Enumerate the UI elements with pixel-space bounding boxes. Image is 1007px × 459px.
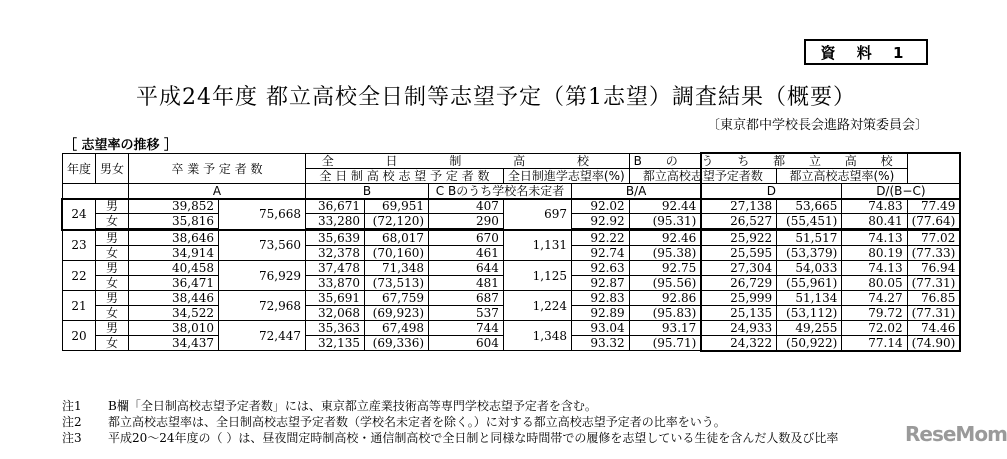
footnote-label: 注2 [62,415,82,429]
fulltime-rate-cell: 92.02 [571,199,629,214]
toritsu-rate-total-cell: (77.31) [907,306,960,321]
page-title: 平成24年度 都立高校全日制等志望予定（第1志望）調査結果（概要） [136,85,856,110]
graduates-total-cell: 75,668 [219,199,306,230]
toritsu-count-cell: 26,729 [701,276,777,291]
table-row [63,261,960,276]
fulltime-rate-total-cell: 92.44 [629,199,701,214]
toritsu-count-cell: 25,922 [701,230,777,246]
applicants-total-cell: (70,160) [365,246,429,261]
applicants-total-cell: 67,759 [365,291,429,306]
toritsu-count-cell: 25,135 [701,306,777,321]
toritsu-count-cell: 25,999 [701,291,777,306]
gender-cell: 男 [96,230,129,246]
applicants-cell: 33,870 [306,276,365,291]
toritsu-count-total-cell: (53,112) [777,306,842,321]
toritsu-rate-total-cell: (77.31) [907,276,960,291]
graduates-cell: 39,852 [129,199,219,214]
fulltime-rate-cell: 93.32 [571,336,629,351]
toritsu-rate-cell: 74.27 [842,291,907,306]
year-cell: 22 [63,261,96,291]
fulltime-rate-total-cell: (95.56) [629,276,701,291]
undecided-cell: 687 [429,291,504,306]
fulltime-rate-total-cell: 93.17 [629,321,701,336]
footnote-2 [62,414,838,430]
footnote-1 [62,398,838,414]
table-row [63,321,960,336]
fulltime-rate-cell: 92.63 [571,261,629,276]
toritsu-rate-total-cell: 76.94 [907,261,960,276]
toritsu-count-total-cell: 49,255 [777,321,842,336]
fulltime-rate-cell: 92.87 [571,276,629,291]
toritsu-rate-cell: 80.19 [842,246,907,261]
undecided-cell: 644 [429,261,504,276]
header-year: 年度 [63,154,96,184]
fulltime-rate-cell: 92.74 [571,246,629,261]
fulltime-rate-total-cell: 92.46 [629,230,701,246]
footnote-text: 都立高校志望率は、全日制高校志望予定者数（学校名未定者を除く。）に対する都立高校志望予定者の比率をいう。 [108,415,726,429]
header-blank [63,184,129,199]
undecided-cell: 604 [429,336,504,351]
toritsu-rate-cell: 79.72 [842,306,907,321]
gender-cell: 女 [96,276,129,291]
header-fulltime-rate: 全日制進学志望率(%) [503,169,629,184]
applicants-total-cell: 71,348 [365,261,429,276]
toritsu-rate-total-cell: (77.33) [907,246,960,261]
undecided-total-cell: 697 [503,199,571,230]
graduates-cell: 38,010 [129,321,219,336]
undecided-total-cell: 1,224 [503,291,571,321]
graduates-total-cell: 72,447 [219,321,306,351]
header-applicant-count: 全 日 制 高 校 志 望 予 定 者 数 [306,169,504,184]
toritsu-count-total-cell: 53,665 [777,199,842,214]
graduates-cell: 34,522 [129,306,219,321]
undecided-total-cell: 1,348 [503,321,571,351]
undecided-total-cell: 1,125 [503,261,571,291]
graduates-cell: 36,471 [129,276,219,291]
undecided-cell: 290 [429,214,504,230]
graduates-total-cell: 76,929 [219,261,306,291]
toritsu-count-total-cell: (55,961) [777,276,842,291]
applicants-cell: 32,135 [306,336,365,351]
toritsu-rate-cell: 74.13 [842,261,907,276]
header-applicant-code: B [306,184,429,199]
graduates-cell: 38,646 [129,230,219,246]
applicants-total-cell: 69,951 [365,199,429,214]
applicants-cell: 33,280 [306,214,365,230]
toritsu-count-cell: 24,933 [701,321,777,336]
fulltime-rate-total-cell: (95.71) [629,336,701,351]
header-graduates-code: A [129,184,306,199]
toritsu-count-cell: 27,304 [701,261,777,276]
fulltime-rate-total-cell: 92.86 [629,291,701,306]
fulltime-rate-cell: 93.04 [571,321,629,336]
applicants-total-cell: (72,120) [365,214,429,230]
toritsu-count-total-cell: (50,922) [777,336,842,351]
applicants-total-cell: (69,923) [365,306,429,321]
document-label: 資 料 1 [804,39,928,65]
gender-cell: 男 [96,199,129,214]
undecided-total-cell: 1,131 [503,230,571,261]
toritsu-count-cell: 24,322 [701,336,777,351]
fulltime-rate-total-cell: (95.31) [629,214,701,230]
organization-name: 〔東京都中学校長会進路対策委員会〕 [706,118,928,133]
toritsu-count-total-cell: 51,134 [777,291,842,306]
applicants-cell: 36,671 [306,199,365,214]
undecided-cell: 537 [429,306,504,321]
toritsu-count-total-cell: 51,517 [777,230,842,246]
fulltime-rate-cell: 92.89 [571,306,629,321]
footnote-text: 平成20～24年度の（ ）は、昼夜間定時制高校・通信制高校で全日制と同様な時間帯での履修を志望している生徒を含んだ人数及び比率 [108,431,839,445]
gender-cell: 女 [96,246,129,261]
header-fulltime-rate-code: B/A [571,184,700,199]
toritsu-rate-total-cell: 74.46 [907,321,960,336]
watermark-logo: ReseMom [905,422,1007,446]
header-undecided: C Bのうち学校名未定者 [429,184,572,199]
graduates-cell: 40,458 [129,261,219,276]
fulltime-rate-cell: 92.92 [571,214,629,230]
footnote-3 [62,430,838,446]
graduates-total-cell: 72,968 [219,291,306,321]
toritsu-rate-total-cell: 76.85 [907,291,960,306]
toritsu-rate-total-cell: (74.90) [907,336,960,351]
header-graduates: 卒 業 予 定 者 数 [129,154,306,184]
gender-cell: 男 [96,291,129,306]
applicants-total-cell: 67,498 [365,321,429,336]
gender-cell: 女 [96,214,129,230]
undecided-cell: 670 [429,230,504,246]
gender-cell: 男 [96,261,129,276]
toritsu-count-total-cell: (53,379) [777,246,842,261]
applicants-cell: 32,378 [306,246,365,261]
toritsu-rate-cell: 72.02 [842,321,907,336]
section-heading: ［ 志望率の推移 ］ [64,138,178,153]
graduates-cell: 34,437 [129,336,219,351]
toritsu-count-total-cell: (55,451) [777,214,842,230]
header-toritsu-count: 都立高校志望予定者数 [629,169,777,184]
toritsu-count-cell: 25,595 [701,246,777,261]
header-toritsu-rate: 都立高校志望率(%) [777,169,907,184]
header-fulltime: 全 日 制 高 校 [306,154,630,169]
footnotes [62,398,838,446]
applicants-cell: 35,363 [306,321,365,336]
graduates-cell: 35,816 [129,214,219,230]
toritsu-rate-total-cell: (77.64) [907,214,960,230]
toritsu-rate-cell: 74.13 [842,230,907,246]
table-row [63,199,960,214]
graduates-cell: 38,446 [129,291,219,306]
toritsu-count-cell: 27,138 [701,199,777,214]
application-rate-table [62,153,960,351]
undecided-cell: 461 [429,246,504,261]
toritsu-rate-total-cell: 77.49 [907,199,960,214]
toritsu-rate-cell: 80.05 [842,276,907,291]
gender-cell: 男 [96,321,129,336]
toritsu-rate-cell: 77.14 [842,336,907,351]
footnote-label: 注1 [62,399,82,413]
undecided-cell: 744 [429,321,504,336]
header-toritsu-count-code: D [701,184,842,199]
fulltime-rate-total-cell: (95.38) [629,246,701,261]
table-row [63,291,960,306]
year-cell: 21 [63,291,96,321]
year-cell: 23 [63,230,96,261]
toritsu-rate-cell: 80.41 [842,214,907,230]
applicants-total-cell: (73,513) [365,276,429,291]
toritsu-rate-total-cell: 77.02 [907,230,960,246]
gender-cell: 女 [96,336,129,351]
applicants-cell: 32,068 [306,306,365,321]
applicants-total-cell: (69,336) [365,336,429,351]
toritsu-rate-cell: 74.83 [842,199,907,214]
fulltime-rate-cell: 92.22 [571,230,629,246]
header-gender: 男女 [96,154,129,184]
table-row [63,230,960,246]
applicants-cell: 35,639 [306,230,365,246]
applicants-cell: 37,478 [306,261,365,276]
header-toritsu-rate-code: D/(B−C) [842,184,960,199]
year-cell: 20 [63,321,96,351]
footnote-text: B欄「全日制高校志望予定者数」には、東京都立産業技術高等専門学校志望予定者を含む。 [108,399,597,413]
header-toritsu-group: B の う ち 都 立 高 校 [629,154,907,169]
toritsu-count-cell: 26,527 [701,214,777,230]
graduates-cell: 34,914 [129,246,219,261]
undecided-cell: 407 [429,199,504,214]
year-cell: 24 [63,199,96,230]
fulltime-rate-cell: 92.83 [571,291,629,306]
toritsu-count-total-cell: 54,033 [777,261,842,276]
applicants-total-cell: 68,017 [365,230,429,246]
footnote-label: 注3 [62,431,82,445]
fulltime-rate-total-cell: (95.83) [629,306,701,321]
undecided-cell: 481 [429,276,504,291]
gender-cell: 女 [96,306,129,321]
applicants-cell: 35,691 [306,291,365,306]
graduates-total-cell: 73,560 [219,230,306,261]
fulltime-rate-total-cell: 92.75 [629,261,701,276]
